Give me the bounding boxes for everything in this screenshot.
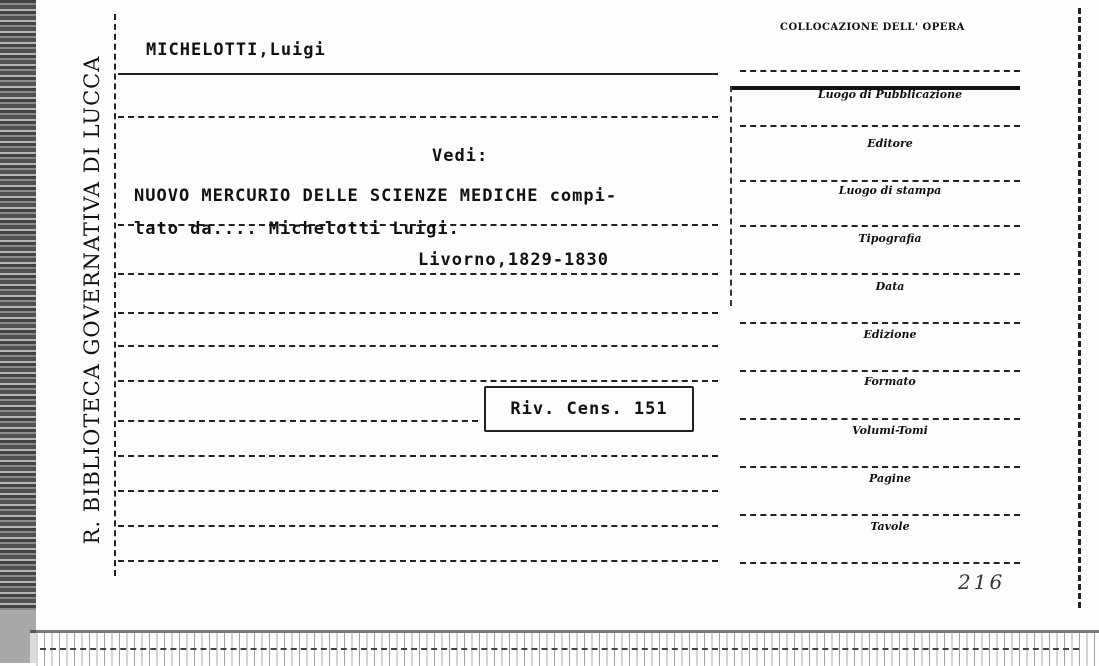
ruled-line: [118, 312, 718, 314]
ruled-line: [118, 560, 718, 562]
card-spine-rule: [114, 14, 116, 576]
ruled-line: [118, 455, 718, 457]
ruled-line: [118, 380, 718, 382]
ruled-line: [740, 370, 1020, 372]
field-luogo-stampa: Luogo di stampa: [838, 184, 942, 197]
field-volumi-tomi: Volumi-Tomi: [852, 424, 928, 437]
ruled-line: [740, 466, 1020, 468]
ruled-line: [118, 73, 718, 75]
bottom-rule: [40, 648, 1079, 650]
scan-edge-left: [0, 0, 36, 610]
ruled-line: [740, 418, 1020, 420]
panel-side-rule: [730, 86, 732, 306]
field-pagine: Pagine: [869, 472, 911, 485]
ruled-line: [740, 562, 1020, 564]
ruled-line: [740, 225, 1020, 227]
vedi-label: Vedi:: [432, 146, 489, 166]
ruled-line: [740, 125, 1020, 127]
ruled-line: [740, 322, 1020, 324]
censorship-stamp: Riv. Cens. 151: [484, 386, 694, 432]
ruled-line: [740, 70, 1020, 72]
field-luogo-pubblicazione: Luogo di Pubblicazione: [817, 88, 963, 101]
ruled-line: [118, 490, 718, 492]
institution-heading: [68, 20, 116, 580]
author-heading: MICHELOTTI,Luigi: [146, 40, 326, 60]
collocazione-header: COLLOCAZIONE DELL' OPERA: [780, 22, 965, 33]
imprint-line: Livorno,1829-1830: [418, 250, 609, 270]
title-line-1: NUOVO MERCURIO DELLE SCIENZE MEDICHE compi-: [134, 186, 618, 206]
field-formato: Formato: [864, 375, 916, 388]
ruled-line: [740, 514, 1020, 516]
ruled-line: [118, 273, 718, 275]
field-edizione: Edizione: [863, 328, 917, 341]
ruled-line: [740, 180, 1020, 182]
ruled-line: [118, 525, 718, 527]
institution-name: R. BIBLIOTECA GOVERNATIVA DI LUCCA: [80, 55, 104, 545]
field-tipografia: Tipografia: [858, 232, 922, 245]
field-editore: Editore: [867, 137, 913, 150]
scan-edge-right: [1078, 8, 1081, 608]
ruled-line: [740, 273, 1020, 275]
ruled-line: [118, 420, 478, 422]
field-data: Data: [875, 280, 905, 293]
field-tavole: Tavole: [870, 520, 910, 533]
ruled-line: [118, 116, 718, 118]
title-line-2: lato da.... Michelotti Luigi.: [134, 219, 460, 239]
pencil-note: 216: [958, 570, 1006, 594]
ruled-line: [118, 345, 718, 347]
